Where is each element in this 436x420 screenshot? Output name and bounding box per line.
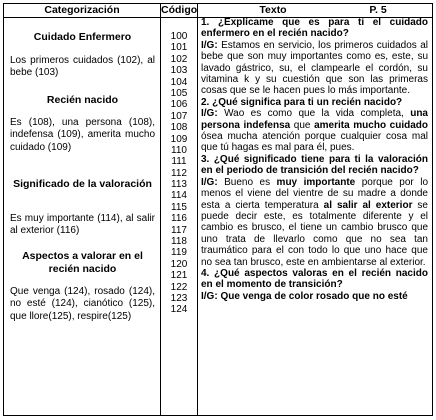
question-2: 2. ¿Qué significa para ti un recién nacido? (201, 96, 403, 108)
header-texto: Texto (259, 4, 287, 16)
category-text: Los primeros cuidados (102), al bebe (103) (10, 55, 155, 79)
code-item: 124 (170, 304, 188, 316)
code-item: 113 (171, 179, 187, 191)
code-item: 106 (170, 99, 188, 111)
answer-1: I/G: Estamos en servicio, los primeros cuidados al bebe que son muy importantes como es, este, su lavado gástrico, su, el clampearle el cordón, su vitamina k y su cuestión que son las primeras cosas que se le hacen pues lo más importante. (201, 39, 428, 97)
code-item: 103 (170, 65, 188, 77)
answer-4: I/G: Que venga de color rosado que no esté (201, 290, 408, 302)
code-item: 108 (170, 122, 188, 134)
category-text: Es muy importante (114), al salir al exterior (116) (10, 213, 155, 237)
column-divider (197, 3, 198, 416)
category-heading: Aspectos a valorar en el recién nacido (22, 250, 143, 275)
question-3: 3. ¿Qué significado tiene para ti la valoración en el periodo de transición del recién nacido? (201, 153, 428, 177)
header-participant: P. 5 (369, 4, 387, 16)
code-item: 107 (170, 110, 188, 122)
category-heading: Significado de la valoración (13, 178, 152, 190)
code-item: 111 (171, 156, 187, 168)
code-item: 110 (171, 144, 187, 156)
code-list (161, 31, 197, 316)
code-item: 117 (171, 224, 187, 236)
category-text: Que venga (124), rosado (124), no esté (124), cianótico (125), que llore(125), respire(125) (10, 286, 155, 322)
code-item: 105 (170, 87, 188, 99)
code-item: 122 (170, 281, 188, 293)
code-item: 109 (170, 133, 188, 145)
code-item: 112 (171, 167, 187, 179)
code-item: 100 (170, 31, 188, 42)
code-item: 123 (170, 292, 188, 304)
code-item: 114 (171, 190, 187, 202)
category-text: Es (108), una persona (108), indefensa (109), amerita mucho cuidado (109) (10, 117, 155, 153)
code-item: 116 (171, 213, 187, 225)
category-heading: Cuidado Enfermero (33, 31, 132, 43)
code-item: 121 (170, 270, 188, 282)
header-categorizacion: Categorización (44, 4, 120, 16)
code-item: 115 (171, 201, 187, 213)
question-4: 4. ¿Qué aspectos valoras en el recién nacido en el momento de transición? (201, 267, 428, 291)
header-codigo: Código (161, 4, 198, 16)
code-item: 119 (171, 247, 187, 259)
category-heading: Recién nacido (46, 94, 119, 106)
answer-3: I/G: Bueno es muy importante porque por lo menos el viene del vientre de su madre a donde esta a cierta temperatura al salir al exterior se puede decir este, es totalmente diferente y el cambio es brusco, el tiene un cambio brusco que uno trata de llevarlo como que no sea tan traumático para el con todo lo que uno hace que no sea tan brusco, este en ambientarse al exterior. (201, 176, 429, 268)
code-item: 104 (170, 76, 188, 88)
answer-2: I/G: Wao es como que la vida completa, una persona indefensa que amerita mucho cuidado ósea mucha atención porque cualquier cosa mal que tú hagas es mal para él, pues. (201, 108, 428, 154)
code-item: 120 (170, 258, 188, 270)
interview-text (201, 17, 428, 302)
code-item: 101 (170, 42, 188, 54)
code-item: 102 (170, 53, 188, 65)
code-item: 118 (171, 236, 187, 248)
question-1: 1. ¿Explícame que es para ti el cuidado enfermero en el recién nacido? (201, 17, 428, 40)
